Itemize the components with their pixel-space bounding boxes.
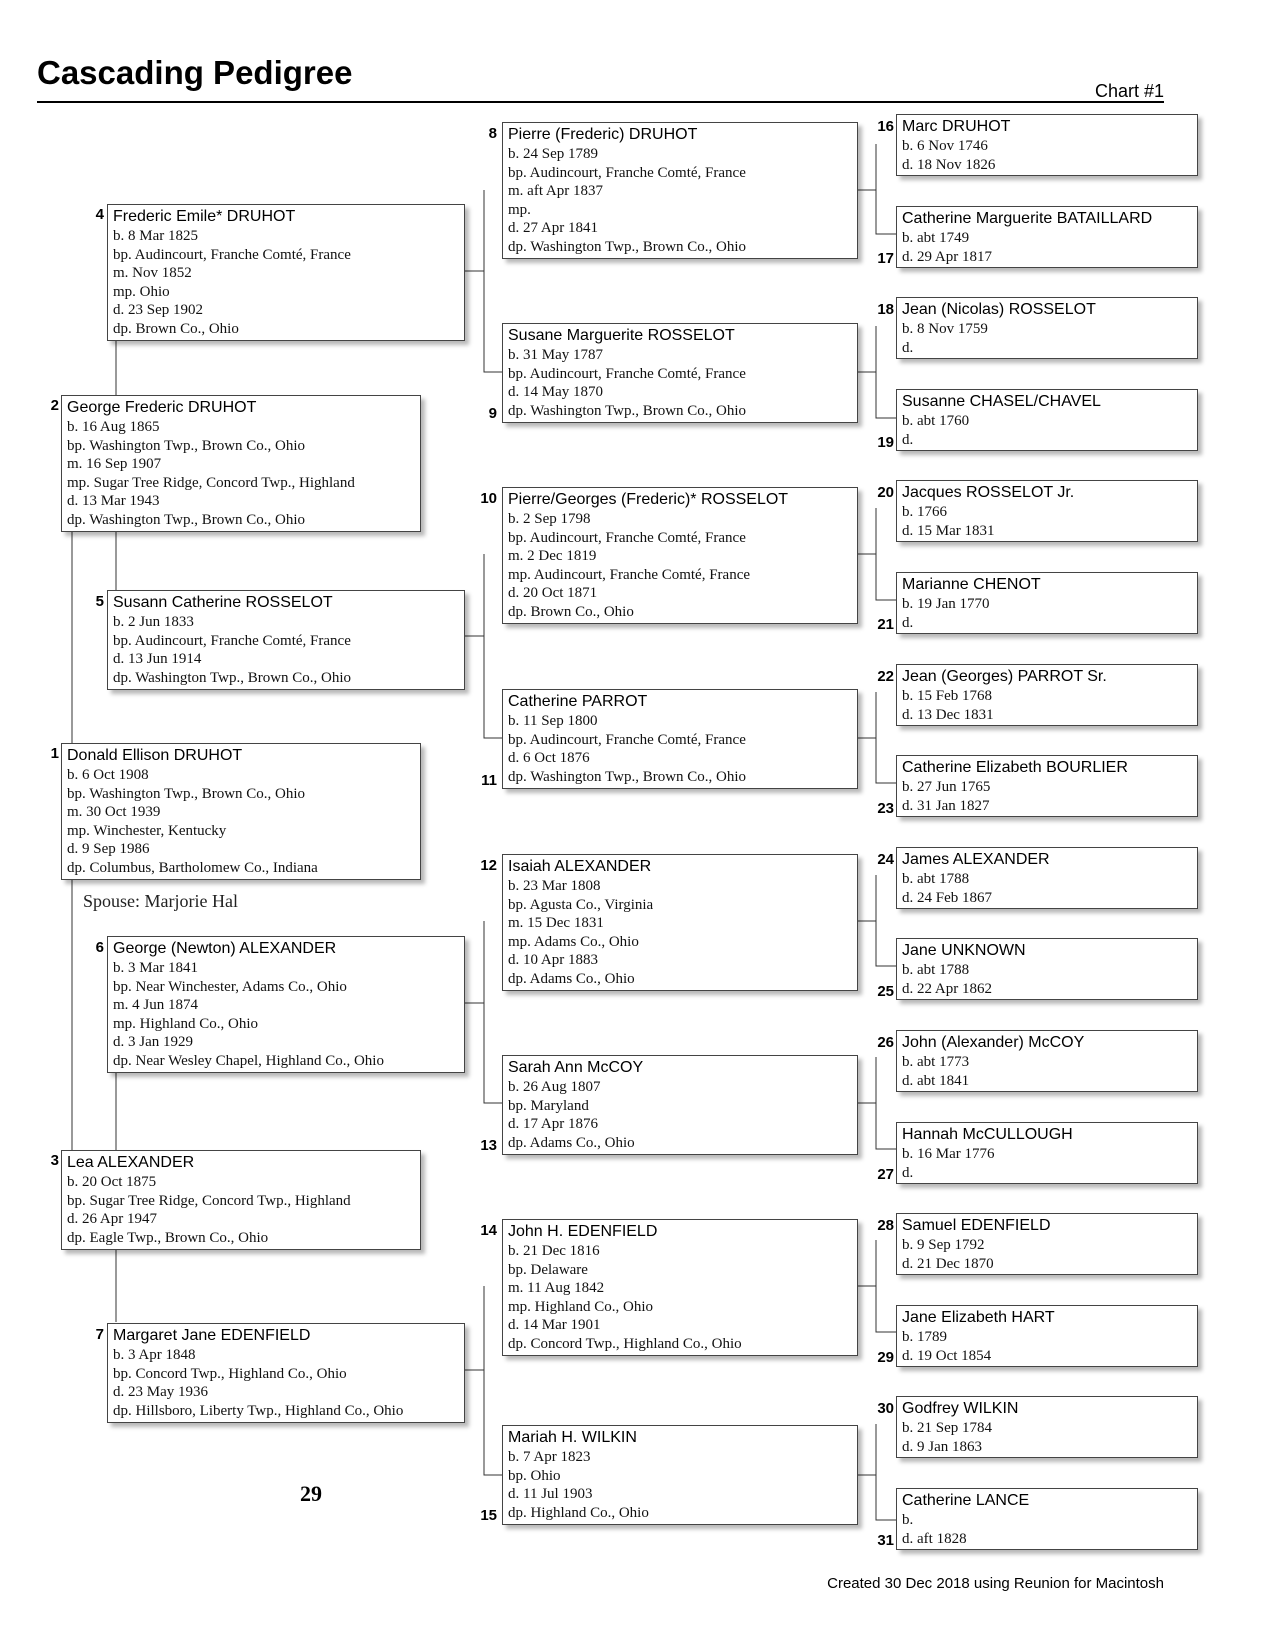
person-number: 23 <box>877 800 894 817</box>
person-detail: b. abt 1760 <box>902 413 970 429</box>
person-number: 16 <box>877 118 894 135</box>
person-number: 21 <box>877 616 894 633</box>
connector-14 <box>856 1240 896 1332</box>
person-detail: d. 21 Dec 1870 <box>902 1255 994 1272</box>
person-detail: m. 16 Sep 1907 <box>67 456 162 472</box>
person-detail: b. 11 Sep 1800 <box>508 713 598 729</box>
person-box-16[interactable] <box>896 114 1198 176</box>
person-detail: b. 6 Oct 1908 <box>67 767 149 783</box>
person-detail: b. 24 Sep 1789 <box>508 146 598 162</box>
person-detail: m. 4 Jun 1874 <box>113 997 199 1013</box>
person-detail: b. 31 May 1787 <box>508 347 603 363</box>
person-detail: bp. Near Winchester, Adams Co., Ohio <box>113 978 347 995</box>
person-detail: m. 2 Dec 1819 <box>508 548 597 564</box>
person-detail: m. 30 Oct 1939 <box>67 804 161 820</box>
person-name: Lea ALEXANDER <box>67 1154 195 1171</box>
person-number: 6 <box>95 939 104 956</box>
person-detail: d. 23 Sep 1902 <box>113 302 203 318</box>
person-number: 5 <box>95 593 104 610</box>
person-detail: b. <box>902 1512 914 1528</box>
person-detail: dp. Brown Co., Ohio <box>113 320 239 337</box>
person-detail: dp. Hillsboro, Liberty Twp., Highland Co., Ohio <box>113 1402 404 1419</box>
person-detail: d. 9 Jan 1863 <box>902 1438 982 1455</box>
person-number: 7 <box>95 1326 104 1343</box>
person-detail: d. 6 Oct 1876 <box>508 750 590 766</box>
person-number: 9 <box>488 405 497 422</box>
person-detail: d. <box>902 1164 914 1181</box>
person-detail: d. <box>902 339 914 356</box>
person-name: Catherine PARROT <box>508 693 648 710</box>
person-number: 8 <box>488 125 497 142</box>
person-detail: d. <box>902 431 914 448</box>
person-detail: d. 14 May 1870 <box>508 384 603 400</box>
person-number: 30 <box>877 1400 894 1417</box>
person-number: 2 <box>50 397 59 414</box>
person-name: Mariah H. WILKIN <box>508 1429 637 1446</box>
person-number: 15 <box>480 1507 497 1524</box>
person-box-31[interactable] <box>896 1488 1198 1550</box>
person-box-1[interactable] <box>61 743 421 880</box>
connector-15 <box>856 1424 896 1520</box>
person-detail: mp. <box>508 201 531 218</box>
person-detail: b. 1766 <box>902 504 947 520</box>
person-detail: b. 9 Sep 1792 <box>902 1237 985 1253</box>
person-detail: dp. Eagle Twp., Brown Co., Ohio <box>67 1229 269 1246</box>
person-detail: d. 10 Apr 1883 <box>508 952 598 968</box>
person-detail: d. 27 Apr 1841 <box>508 220 598 236</box>
person-detail: b. 23 Mar 1808 <box>508 878 601 894</box>
person-detail: d. 3 Jan 1929 <box>113 1034 193 1050</box>
person-detail: dp. Washington Twp., Brown Co., Ohio <box>113 669 352 686</box>
person-detail: bp. Washington Twp., Brown Co., Ohio <box>67 785 306 802</box>
person-detail: b. 21 Sep 1784 <box>902 1420 992 1436</box>
person-detail: b. 16 Mar 1776 <box>902 1146 995 1162</box>
connector-6b <box>464 921 504 1103</box>
person-detail: bp. Washington Twp., Brown Co., Ohio <box>67 437 306 454</box>
person-detail: b. 2 Jun 1833 <box>113 614 194 630</box>
person-detail: b. 7 Apr 1823 <box>508 1449 591 1465</box>
person-name: George (Newton) ALEXANDER <box>113 940 337 957</box>
person-detail: d. 19 Oct 1854 <box>902 1347 992 1364</box>
person-detail: mp. Highland Co., Ohio <box>508 1298 653 1315</box>
person-box-23[interactable] <box>896 755 1198 817</box>
person-number: 29 <box>877 1349 894 1366</box>
person-detail: d. 31 Jan 1827 <box>902 797 990 814</box>
person-detail: b. 8 Mar 1825 <box>113 228 198 244</box>
person-number: 28 <box>877 1217 894 1234</box>
person-detail: d. 20 Oct 1871 <box>508 585 598 601</box>
person-name: Samuel EDENFIELD <box>902 1217 1051 1234</box>
person-name: Sarah Ann McCOY <box>508 1059 644 1076</box>
person-detail: bp. Concord Twp., Highland Co., Ohio <box>113 1365 347 1382</box>
person-detail: b. 27 Jun 1765 <box>902 779 991 795</box>
person-detail: b. 16 Aug 1865 <box>67 419 160 435</box>
person-detail: dp. Washington Twp., Brown Co., Ohio <box>508 402 747 419</box>
person-box-14[interactable] <box>502 1219 858 1356</box>
person-detail: mp. Audincourt, Franche Comté, France <box>508 566 751 583</box>
person-number: 11 <box>481 772 497 789</box>
person-name: Frederic Emile* DRUHOT <box>113 208 296 225</box>
person-number: 1 <box>50 745 59 762</box>
person-name: Pierre/Georges (Frederic)* ROSSELOT <box>508 491 789 508</box>
person-detail: m. 11 Aug 1842 <box>508 1280 605 1296</box>
person-box-8[interactable] <box>502 122 858 259</box>
person-number: 19 <box>877 434 894 451</box>
person-detail: d. aft 1828 <box>902 1530 967 1547</box>
person-box-15[interactable] <box>502 1425 858 1525</box>
person-detail: dp. Brown Co., Ohio <box>508 603 634 620</box>
person-box-22[interactable] <box>896 664 1198 726</box>
person-name: Marianne CHENOT <box>902 576 1041 593</box>
person-detail: m. Nov 1852 <box>113 265 192 281</box>
person-detail: bp. Ohio <box>508 1467 561 1484</box>
person-name: Pierre (Frederic) DRUHOT <box>508 126 698 143</box>
person-name: Jane Elizabeth HART <box>902 1309 1055 1326</box>
person-detail: dp. Highland Co., Ohio <box>508 1504 649 1521</box>
person-name: Marc DRUHOT <box>902 118 1011 135</box>
person-box-19[interactable] <box>896 389 1198 451</box>
connector-9 <box>856 326 896 418</box>
person-detail: b. 26 Aug 1807 <box>508 1079 601 1095</box>
person-detail: mp. Highland Co., Ohio <box>113 1015 258 1032</box>
person-detail: dp. Concord Twp., Highland Co., Ohio <box>508 1335 742 1352</box>
person-detail: d. abt 1841 <box>902 1072 970 1089</box>
person-detail: b. abt 1773 <box>902 1054 970 1070</box>
person-detail: d. 24 Feb 1867 <box>902 889 992 906</box>
person-detail: mp. Ohio <box>113 283 170 300</box>
person-number: 14 <box>480 1222 497 1239</box>
person-box-11[interactable] <box>502 689 858 789</box>
person-detail: dp. Adams Co., Ohio <box>508 970 635 987</box>
person-detail: b. abt 1749 <box>902 230 970 246</box>
person-box-3[interactable] <box>61 1150 421 1250</box>
person-box-7[interactable] <box>107 1323 465 1423</box>
person-box-10[interactable] <box>502 487 858 624</box>
person-box-12[interactable] <box>502 854 858 991</box>
person-detail: bp. Audincourt, Franche Comté, France <box>113 632 351 649</box>
person-detail: b. 6 Nov 1746 <box>902 138 988 154</box>
person-detail: d. 23 May 1936 <box>113 1384 208 1400</box>
person-detail: b. 20 Oct 1875 <box>67 1174 157 1190</box>
person-detail: b. 19 Jan 1770 <box>902 596 990 612</box>
person-detail: mp. Sugar Tree Ridge, Concord Twp., Highland <box>67 474 355 491</box>
person-name: Catherine Elizabeth BOURLIER <box>902 759 1128 776</box>
person-name: Jane UNKNOWN <box>902 942 1026 959</box>
person-detail: bp. Audincourt, Franche Comté, France <box>113 246 351 263</box>
person-detail: d. 9 Sep 1986 <box>67 841 150 857</box>
person-box-17[interactable] <box>896 206 1198 268</box>
person-box-28[interactable] <box>896 1213 1198 1275</box>
connector-4 <box>464 190 504 372</box>
person-detail: d. 13 Dec 1831 <box>902 706 994 723</box>
person-box-18[interactable] <box>896 297 1198 359</box>
person-detail: dp. Washington Twp., Brown Co., Ohio <box>508 238 747 255</box>
person-number: 22 <box>877 668 894 685</box>
person-detail: b. 1789 <box>902 1329 947 1345</box>
person-number: 25 <box>877 983 894 1000</box>
person-detail: dp. Near Wesley Chapel, Highland Co., Ohio <box>113 1052 384 1069</box>
person-box-29[interactable] <box>896 1305 1198 1367</box>
person-detail: d. 29 Apr 1817 <box>902 248 992 265</box>
connector-13 <box>856 1057 896 1149</box>
chart-number: Chart #1 <box>1094 81 1164 101</box>
person-detail: b. 2 Sep 1798 <box>508 511 591 527</box>
footer-note: Created 30 Dec 2018 using Reunion for Macintosh <box>827 1575 1164 1592</box>
person-detail: d. 17 Apr 1876 <box>508 1116 598 1132</box>
connector-11 <box>856 692 896 783</box>
person-box-6[interactable] <box>107 936 465 1073</box>
person-name: George Frederic DRUHOT <box>67 399 257 416</box>
person-detail: dp. Washington Twp., Brown Co., Ohio <box>508 768 747 785</box>
person-name: Godfrey WILKIN <box>902 1400 1019 1417</box>
person-detail: b. 3 Mar 1841 <box>113 960 198 976</box>
chart-title: Cascading Pedigree <box>37 54 353 91</box>
person-detail: bp. Sugar Tree Ridge, Concord Twp., Highland <box>67 1192 351 1209</box>
spouse-label: Spouse: Marjorie Hal <box>83 891 238 911</box>
person-name: Margaret Jane EDENFIELD <box>113 1327 311 1344</box>
person-detail: bp. Agusta Co., Virginia <box>508 896 654 913</box>
person-number: 13 <box>480 1137 497 1154</box>
person-detail: bp. Delaware <box>508 1261 588 1278</box>
person-box-2[interactable] <box>61 395 421 532</box>
person-detail: d. 13 Jun 1914 <box>113 651 202 667</box>
person-name: Isaiah ALEXANDER <box>508 858 652 875</box>
person-name: Hannah McCULLOUGH <box>902 1126 1073 1143</box>
person-number: 31 <box>877 1532 894 1549</box>
person-detail: b. 3 Apr 1848 <box>113 1347 196 1363</box>
connector-12 <box>856 875 896 966</box>
person-name: John (Alexander) McCOY <box>902 1034 1085 1051</box>
person-detail: d. 22 Apr 1862 <box>902 980 992 997</box>
person-name: Donald Ellison DRUHOT <box>67 747 243 764</box>
person-detail: b. 21 Dec 1816 <box>508 1243 600 1259</box>
person-box-21[interactable] <box>896 572 1198 634</box>
person-number: 17 <box>877 250 894 267</box>
person-box-4[interactable] <box>107 204 465 341</box>
person-box-5[interactable] <box>107 590 465 690</box>
person-box-26[interactable] <box>896 1030 1198 1092</box>
person-detail: d. 11 Jul 1903 <box>508 1486 593 1502</box>
person-detail: d. 15 Mar 1831 <box>902 522 995 539</box>
person-number: 26 <box>877 1034 894 1051</box>
person-box-24[interactable] <box>896 847 1198 909</box>
person-detail: m. aft Apr 1837 <box>508 183 603 199</box>
person-number: 12 <box>480 857 497 874</box>
person-detail: d. 14 Mar 1901 <box>508 1317 601 1333</box>
person-detail: d. <box>902 614 914 631</box>
person-detail: mp. Winchester, Kentucky <box>67 822 227 839</box>
person-number: 20 <box>877 484 894 501</box>
person-detail: b. abt 1788 <box>902 962 970 978</box>
person-detail: bp. Maryland <box>508 1097 589 1114</box>
person-name: Jean (Nicolas) ROSSELOT <box>902 301 1096 318</box>
connector-10 <box>856 508 896 600</box>
page-number: 29 <box>300 1481 322 1506</box>
person-detail: m. 15 Dec 1831 <box>508 915 604 931</box>
person-number: 10 <box>480 490 497 507</box>
person-name: Catherine LANCE <box>902 1492 1030 1509</box>
person-detail: d. 13 Mar 1943 <box>67 493 160 509</box>
person-detail: dp. Columbus, Bartholomew Co., Indiana <box>67 859 318 876</box>
person-detail: b. 8 Nov 1759 <box>902 321 988 337</box>
person-detail: bp. Audincourt, Franche Comté, France <box>508 529 746 546</box>
person-number: 4 <box>95 206 104 223</box>
person-name: Jean (Georges) PARROT Sr. <box>902 668 1107 685</box>
person-detail: mp. Adams Co., Ohio <box>508 933 639 950</box>
person-detail: b. 15 Feb 1768 <box>902 688 992 704</box>
person-detail: d. 26 Apr 1947 <box>67 1211 157 1227</box>
person-box-30[interactable] <box>896 1396 1198 1458</box>
person-box-27[interactable] <box>896 1122 1198 1184</box>
person-box-25[interactable] <box>896 938 1198 1000</box>
person-number: 3 <box>50 1152 59 1169</box>
person-detail: dp. Washington Twp., Brown Co., Ohio <box>67 511 306 528</box>
person-number: 27 <box>877 1166 894 1183</box>
person-number: 18 <box>877 301 894 318</box>
person-name: John H. EDENFIELD <box>508 1223 658 1240</box>
person-name: Susane Marguerite ROSSELOT <box>508 327 735 344</box>
person-box-13[interactable] <box>502 1055 858 1155</box>
person-box-20[interactable] <box>896 480 1198 542</box>
person-detail: d. 18 Nov 1826 <box>902 156 996 173</box>
person-detail: b. abt 1788 <box>902 871 970 887</box>
connector-7 <box>464 1286 504 1475</box>
person-name: Catherine Marguerite BATAILLARD <box>902 210 1153 227</box>
person-name: Susanne CHASEL/CHAVEL <box>902 393 1101 410</box>
person-detail: bp. Audincourt, Franche Comté, France <box>508 731 746 748</box>
connector-8 <box>856 144 896 234</box>
person-number: 24 <box>877 851 894 868</box>
person-detail: bp. Audincourt, Franche Comté, France <box>508 164 746 181</box>
connector-5 <box>464 554 504 738</box>
person-detail: dp. Adams Co., Ohio <box>508 1134 635 1151</box>
person-detail: bp. Audincourt, Franche Comté, France <box>508 365 746 382</box>
person-box-9[interactable] <box>502 323 858 423</box>
person-name: Susann Catherine ROSSELOT <box>113 594 333 611</box>
person-name: James ALEXANDER <box>902 851 1050 868</box>
person-name: Jacques ROSSELOT Jr. <box>902 484 1075 501</box>
